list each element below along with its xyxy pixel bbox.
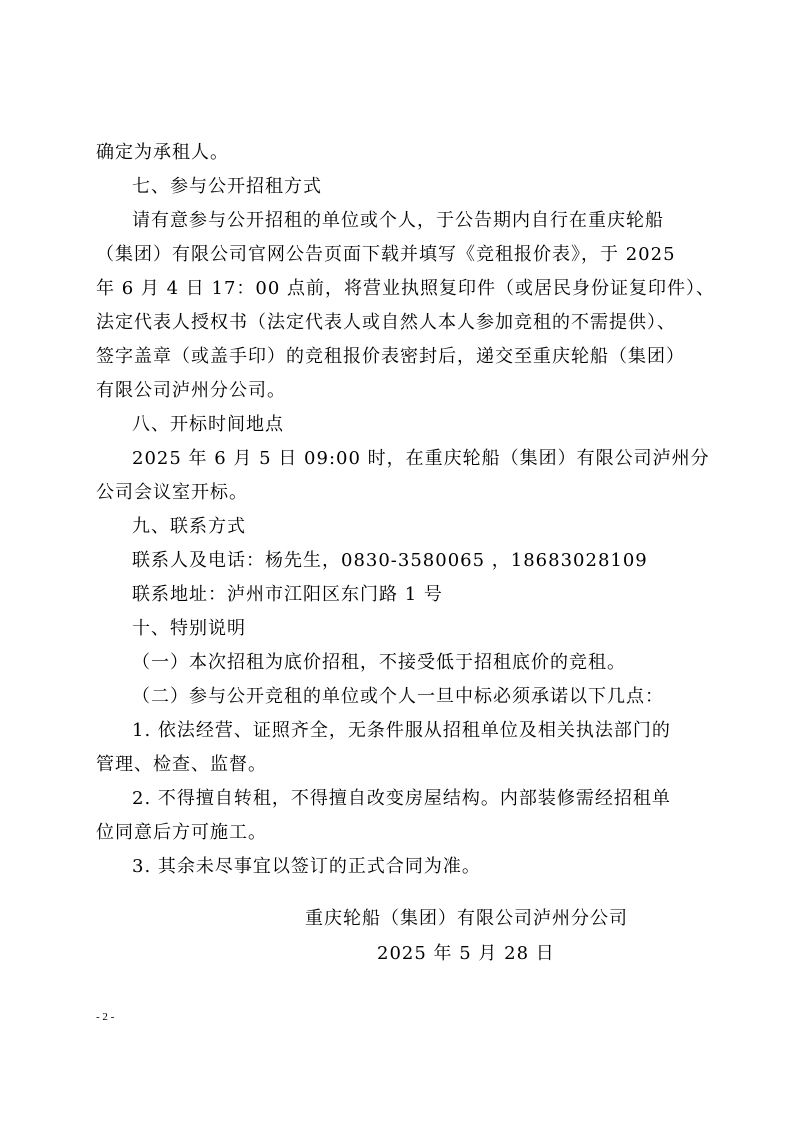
text-line: 有限公司泸州分公司。 (96, 380, 286, 401)
text-line: （一）本次招租为底价招租，不接受低于招租底价的竞租。 (132, 652, 626, 673)
section-heading-8: 八、开标时间地点 (132, 414, 284, 435)
page-number: - 2 - (96, 1011, 115, 1023)
section-heading-10: 十、特别说明 (132, 618, 246, 639)
text-line: 签字盖章（或盖手印）的竞租报价表密封后，递交至重庆轮船（集团） (96, 346, 685, 367)
signature-date: 2025 年 5 月 28 日 (377, 943, 555, 964)
text-line: 2. 不得擅自转租，不得擅自改变房屋结构。内部装修需经招租单 (132, 788, 671, 809)
section-heading-9: 九、联系方式 (132, 516, 246, 537)
text-line: 2025 年 6 月 5 日 09:00 时，在重庆轮船（集团）有限公司泸州分 (132, 448, 710, 469)
text-line: 法定代表人授权书（法定代表人或自然人本人参加竞租的不需提供）、 (96, 312, 676, 333)
text-line: 确定为承租人。 (96, 142, 229, 163)
text-line: 3. 其余未尽事宜以签订的正式合同为准。 (132, 856, 481, 877)
contact-address: 联系地址：泸州市江阳区东门路 1 号 (132, 584, 443, 605)
text-line: 年 6 月 4 日 17：00 点前，将营业执照复印件（或居民身份证复印件）、 (96, 278, 716, 299)
text-line: 公司会议室开标。 (96, 482, 248, 503)
text-line: 1. 依法经营、证照齐全，无条件服从招租单位及相关执法部门的 (132, 720, 671, 741)
signature-company: 重庆轮船（集团）有限公司泸州分公司 (305, 908, 628, 929)
text-line: 位同意后方可施工。 (96, 822, 267, 843)
text-line: （二）参与公开竞租的单位或个人一旦中标必须承诺以下几点： (132, 686, 664, 707)
text-line: 管理、检查、监督。 (96, 754, 267, 775)
section-heading-7: 七、参与公开招租方式 (132, 176, 322, 197)
text-line: （集团）有限公司官网公告页面下载并填写《竞租报价表》，于 2025 (96, 244, 676, 265)
contact-phone: 联系人及电话：杨先生，0830-3580065 ，18683028109 (132, 550, 648, 571)
text-line: 请有意参与公开招租的单位或个人，于公告期内自行在重庆轮船 (132, 210, 664, 231)
